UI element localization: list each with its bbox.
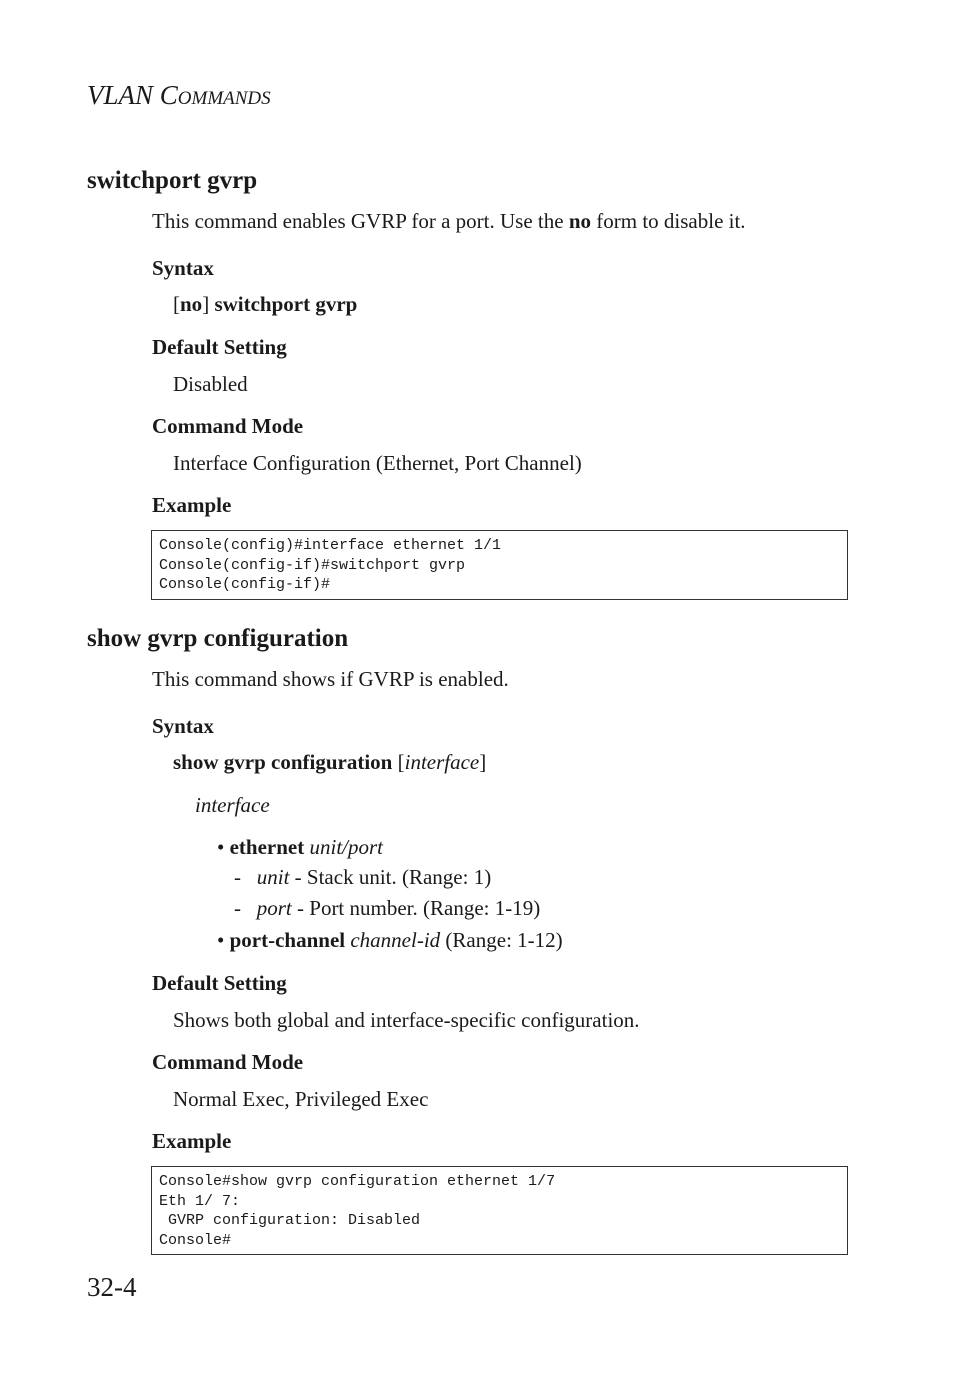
dash-icon: - [234, 896, 241, 920]
example-heading: Example [152, 493, 232, 517]
example-heading: Example [152, 1129, 232, 1153]
page-number: 32-4 [87, 1272, 137, 1302]
default-setting-value: Disabled [173, 372, 248, 396]
list-item-ethernet: • ethernet unit/port [217, 835, 384, 859]
command-mode-value: Interface Configuration (Ethernet, Port Channel) [173, 451, 582, 475]
bullet-icon: • [217, 928, 225, 952]
dash-icon: - [234, 865, 241, 889]
syntax-heading: Syntax [152, 256, 214, 280]
parameter-name: interface [195, 793, 270, 817]
syntax-line: [no] switchport gvrp [173, 292, 358, 316]
section-title-show-gvrp-configuration: show gvrp configuration [87, 625, 349, 652]
default-setting-heading: Default Setting [152, 971, 287, 995]
running-header: VLAN COMMANDS [87, 80, 271, 110]
command-mode-value: Normal Exec, Privileged Exec [173, 1087, 429, 1111]
bullet-icon: • [217, 835, 225, 859]
syntax-line: show gvrp configuration [interface] [173, 750, 487, 774]
default-setting-heading: Default Setting [152, 335, 287, 359]
list-subitem-port: - port - Port number. (Range: 1-19) [234, 896, 541, 920]
list-item-port-channel: • port-channel channel-id (Range: 1-12) [217, 928, 563, 952]
command-mode-heading: Command Mode [152, 1050, 304, 1074]
list-subitem-unit: - unit - Stack unit. (Range: 1) [234, 865, 492, 889]
syntax-heading: Syntax [152, 714, 214, 738]
section-description: This command shows if GVRP is enabled. [152, 667, 509, 691]
section-title-switchport-gvrp: switchport gvrp [87, 167, 258, 194]
example-code-block: Console(config)#interface ethernet 1/1 Console(config-if)#switchport gvrp Console(config-if)# [151, 530, 848, 600]
section-description: This command enables GVRP for a port. Use the no form to disable it. [152, 209, 746, 233]
default-setting-value: Shows both global and interface-specific configuration. [173, 1008, 640, 1032]
command-mode-heading: Command Mode [152, 414, 304, 438]
example-code-block: Console#show gvrp configuration ethernet 1/7 Eth 1/ 7: GVRP configuration: Disabled Console# [151, 1166, 848, 1255]
